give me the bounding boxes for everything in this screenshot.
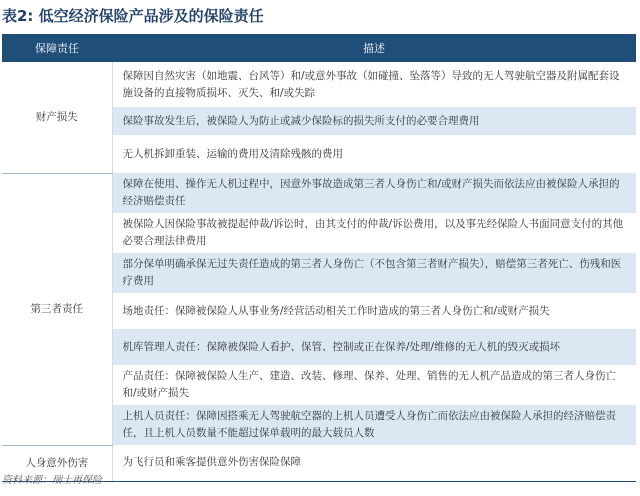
- description-cell: 保障因自然灾害（如地震、台风等）和/或意外事故（如碰撞、坠落等）导致的无人驾驶航空器及附属配套设施设备的直接物质损坏、灭失、和/或失踪: [112, 62, 636, 107]
- description-cell: 被保险人因保险事故被提起仲裁/诉讼时，由其支付的仲裁/诉讼费用，以及事先经保险人书面同意支付的其他必要合理法律费用: [112, 213, 636, 253]
- table-row: [2, 62, 636, 107]
- description-cell: 产品责任：保障被保险人生产、建造、改装、修理、保养、处理、销售的无人机产品造成的第三者人身伤亡和/或财产损失: [112, 365, 636, 405]
- description-cell: 部分保单明确承保无过失责任造成的第三者人身伤亡（不包含第三者财产损失），赔偿第三者死亡、伤残和医疗费用: [112, 253, 636, 293]
- table-row: [2, 173, 636, 213]
- description-cell: 上机人员责任：保障因搭乘无人驾驶航空器的上机人员遭受人身伤亡而依法应由被保险人承担的经济赔偿责任，且上机人员数量不能超过保单载明的最大载员人数: [112, 405, 636, 445]
- description-cell: 为飞行员和乘客提供意外伤害保险保障: [112, 445, 636, 481]
- category-cell-personal-accident: 人身意外伤害: [2, 445, 112, 481]
- table-header-row: [2, 34, 636, 62]
- header-category: 保障责任: [2, 34, 112, 62]
- header-description: 描述: [112, 34, 636, 62]
- source-note: 资料来源：瑞士再保险: [2, 475, 102, 486]
- description-cell: 机库管理人责任：保障被保险人看护、保管、控制或正在保养/处理/维修的无人机的毁灭或损坏: [112, 329, 636, 365]
- description-cell: 保险事故发生后，被保险人为防止或减少保险标的损失所支付的必要合理费用: [112, 107, 636, 135]
- description-cell: 无人机拆卸重装、运输的费用及清除残骸的费用: [112, 135, 636, 173]
- category-cell-property-loss: 财产损失: [2, 62, 112, 173]
- insurance-liability-table: [2, 34, 636, 482]
- description-cell: 保障在使用、操作无人机过程中，因意外事故造成第三者人身伤亡和/或财产损失而依法应由被保险人承担的经济赔偿责任: [112, 173, 636, 213]
- category-cell-third-party-liability: 第三者责任: [2, 173, 112, 445]
- table-title: 表2: 低空经济保险产品涉及的保险责任: [2, 7, 264, 25]
- description-cell: 场地责任：保障被保险人从事业务/经营活动相关工作时造成的第三者人身伤亡和/或财产损失: [112, 293, 636, 329]
